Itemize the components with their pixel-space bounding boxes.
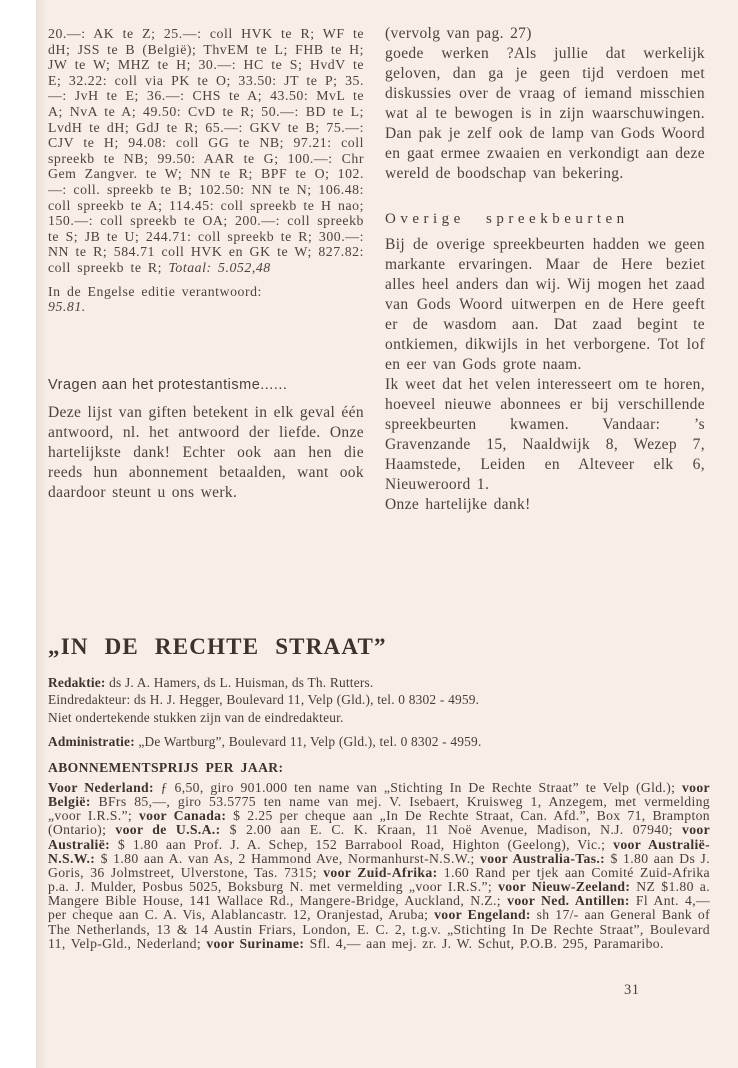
country-detail: $ 1.80 aan A. van As, 2 Hammond Ave, Normanhurst-N.S.W.; — [95, 850, 481, 866]
country-detail: sh 17/- aan General Bank of The Netherlands, 13 & 14 Austin Friars, London, E. C. 2, t.g.v. „Stichting In De Rechte Straat”, Boulevard 11, Velp-Gld., Nederland; — [48, 907, 710, 951]
country-label: voor Australië: — [48, 822, 711, 852]
administratie-line — [48, 733, 712, 750]
country-label: voor Canada: — [138, 808, 227, 824]
donations-list — [48, 26, 364, 276]
country-detail: Fl Ant. 4,— per cheque aan C. A. Vis, Alablancastr. 12, Oranjestad, Aruba; — [48, 893, 710, 923]
section-heading-protestantisme: Vragen aan het protestantisme...... — [48, 376, 288, 393]
country-detail: ƒ 6,50, giro 901.000 ten name van „Stichting In De Rechte Straat” te Velp (Gld.); — [153, 780, 682, 795]
redaktie-block — [48, 674, 712, 726]
country-detail: $ 2.00 aan E. C. K. Kraan, 11 Noë Avenue, Madison, N.J. 07940; — [220, 822, 682, 838]
administratie-label: Administratie: — [48, 734, 135, 749]
masthead-title: „IN DE RECHTE STRAAT” — [48, 634, 387, 659]
country-detail: 1.60 Rand per tjek aan Comité Zuid-Afrika p.a. J. Mulder, Posbus 5025, Boksburg N. met vermelding „voor I.R.S.”; — [48, 864, 710, 895]
country-detail: BFrs 85,—, giro 53.5775 ten name van mej. V. Isebaert, Kruisweg 1, Anzegem, met vermelding „voor I.R.S.”; — [48, 794, 710, 824]
country-label: voor de U.S.A.: — [115, 822, 221, 838]
redaktie-text: ds J. A. Hamers, ds L. Huisman, ds Th. Rutters. — [105, 675, 374, 690]
country-label: voor Australië-N.S.W.: — [48, 836, 710, 866]
country-label: voor België: — [48, 780, 710, 810]
country-detail: $ 1.80 aan Ds J. Goris, 36 Jolmstreet, Ulverstone, Tas. 7315; — [48, 850, 710, 880]
country-label: voor Nieuw-Zeeland: — [498, 879, 631, 895]
subscription-heading: ABONNEMENTSPRIJS PER JAAR: — [48, 760, 284, 775]
english-edition-line: In de Engelse editie verantwoord: — [48, 283, 262, 299]
eindredakteur-line: Eindredakteur: ds H. J. Hegger, Boulevard 11, Velp (Gld.), tel. 0 8302 - 4959. — [48, 692, 480, 708]
country-detail: NZ $1.80 a. Mangere Bible House, 141 Wallace Rd., Mangere-Bridge, Auckland, N.Z.; — [48, 879, 711, 909]
country-detail: Sfl. 4,— aan mej. zr. J. W. Schut, P.O.B. 295, Paramaribo. — [304, 935, 664, 951]
donations-total: Totaal: 5.052,48 — [168, 259, 271, 275]
left-paragraph: Deze lijst van giften betekent in elk geval één antwoord, nl. het antwoord der liefde. Onze hartelijkste dank! Echter ook aan hen die reeds hun abonnement betaalden, want ook daardoor steunt u ons werk. — [48, 403, 364, 501]
continuation-note: (vervolg van pag. 27) — [385, 25, 532, 42]
page-number: 31 — [624, 982, 640, 998]
donations-text: 20.—: AK te Z; 25.—: coll HVK te R; WF te dH; JSS te B (België); ThvEM te L; FHB te H; JW te W; MHZ te H; 30.—: HC te S; HvdV te E; 32.22: coll via PK te O; 33.50: JT te P; 35.—: JvH te E; 36.—: CHS te A; 43.50: MvL te A; NvA te A; 49.50: CvD te R; 50.—: BD te L; LvdH te dH; GdJ te R; 65.—: GKV te B; 75.—: CJV te H; 94.08: coll GG te NB; 97.21: coll spreekb te NB; 99.50: AAR te G; 100.—: Chr Gem Zangver. te W; NN te R; BPF te O; 102.—: coll. spreekb te B; 102.50: NN te N; 106.48: coll spreekb te A; 114.45: coll spreekb te H nao; 150.—: coll spreekb te OA; 200.—: coll spreekb te S; JB te U; 244.71: coll spreekb te R; 300.—: NN te R; 584.71 coll HVK en GK te W; 827.82: coll spreekb te R; — [48, 26, 364, 275]
redaktie-label: Redaktie: — [48, 675, 106, 690]
right-paragraph-3: Ik weet dat het velen interesseert om te horen, hoeveel nieuwe abonnees er bij verschillende spreekbeurten kwamen. Vandaar: ’s Gravenzande 15, Naaldwijk 8, Wezep 7, Haamstede, Leiden en Alteveer elk 6, Nieuweroord 1. — [385, 376, 705, 493]
right-paragraph-2: Bij de overige spreekbeurten hadden we geen markante ervaringen. Maar de Here beziet alles heel anders dan wij. Wij mogen het zaad van Gods Woord uitwerpen en de Here geeft er de wasdom aan. Dat zaad begint te ontkiemen, dikwijls in het verborgene. Tot lof en eer van Gods grote naam. — [385, 236, 705, 373]
country-label: voor Zuid-Afrika: — [323, 864, 438, 880]
disclaimer-line: Niet ondertekende stukken zijn van de eindredakteur. — [48, 709, 344, 725]
magazine-page — [36, 0, 738, 1068]
closing-line: Onze hartelijke dank! — [385, 496, 531, 513]
english-edition-note — [48, 284, 364, 315]
country-label: voor Australia-Tas.: — [480, 850, 606, 866]
country-label: Voor Nederland: — [48, 780, 154, 795]
country-label: voor Ned. Antillen: — [507, 893, 630, 909]
left-column — [48, 26, 364, 503]
country-detail: $ 2.25 per cheque aan „In De Rechte Straat, Can. Afd.”, Box 71, Brampton (Ontario); — [48, 808, 710, 838]
country-label: voor Suriname: — [206, 935, 305, 951]
right-paragraph-1: goede werken ?Als jullie dat werkelijk geloven, dan ga je geen tijd verdoen met diskussies over de vraag of iemand misschien wat al te bewogen is in zijn waarschuwingen. Dan pak je zelf ook de lamp van Gods Woord en gaat ermee zwaaien en verkondigt aan deze wereld de boodschap van bekering. — [385, 45, 705, 182]
country-detail: $ 1.80 aan Prof. J. A. Schep, 152 Barrabool Road, Highton (Geelong), Vic.; — [110, 836, 614, 852]
english-edition-amount: 95.81. — [48, 299, 86, 315]
right-column — [385, 24, 705, 515]
section-heading-overige-spreekbeurten: Overige spreekbeurten — [385, 211, 629, 227]
subscription-paragraph — [48, 781, 710, 951]
administratie-text: „De Wartburg”, Boulevard 11, Velp (Gld.), tel. 0 8302 - 4959. — [134, 734, 482, 749]
country-label: voor Engeland: — [434, 907, 531, 923]
